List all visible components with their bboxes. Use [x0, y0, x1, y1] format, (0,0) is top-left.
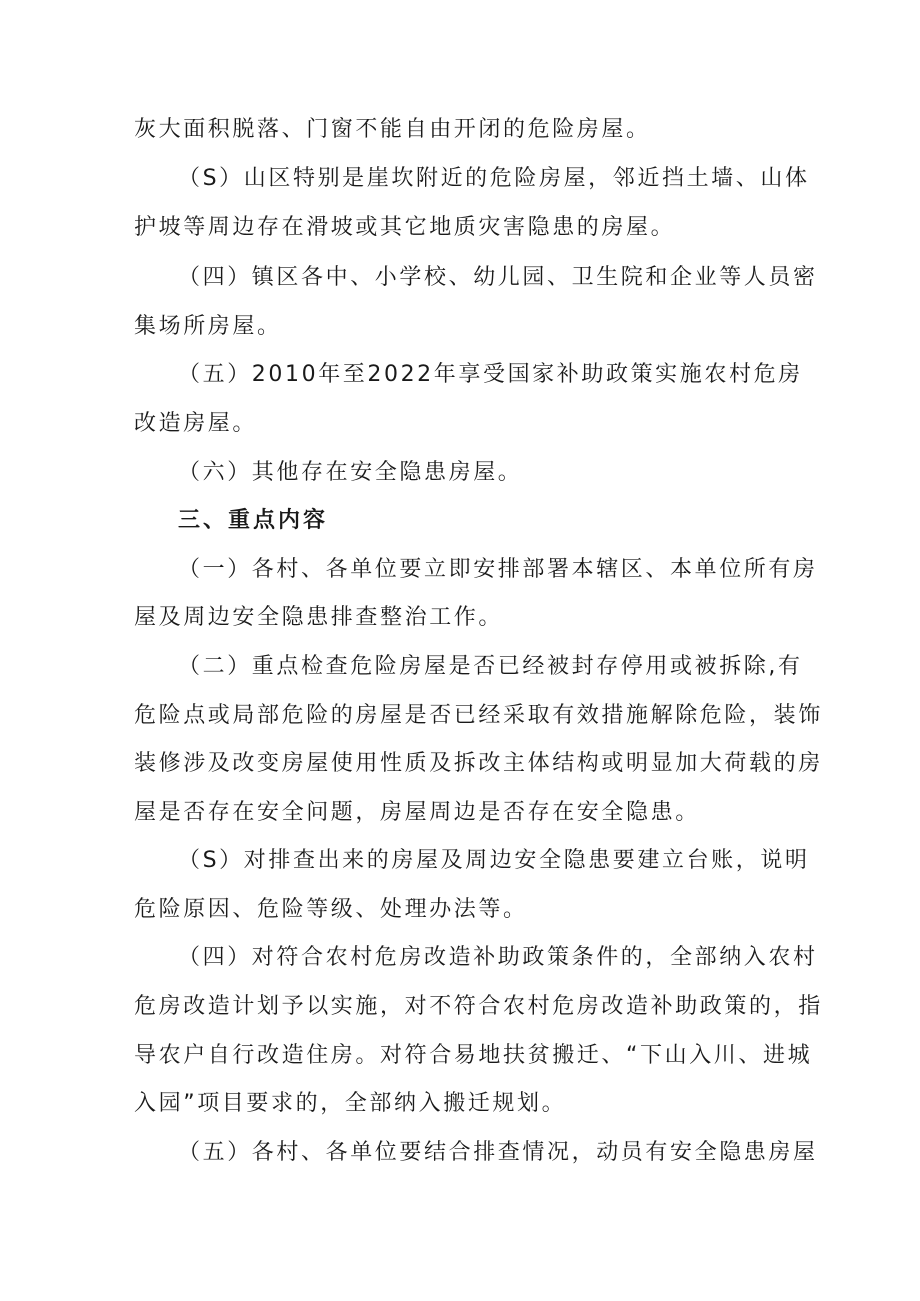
paragraph-line: 危险原因、危险等级、处理办法等。: [134, 897, 528, 922]
paragraph-line: 导农户自行改造住房。对符合易地扶贫搬迁、“下山入川、进城: [134, 1043, 813, 1068]
paragraph-line: （S）山区特别是崖坎附近的危险房屋，邻近挡土墙、山体: [178, 166, 810, 191]
paragraph-line: 集场所房屋。: [134, 314, 282, 339]
paragraph-line: 改造房屋。: [134, 411, 258, 436]
paragraph-line: 装修涉及改变房屋使用性质及拆改主体结构或明显加大荷载的房: [134, 751, 823, 776]
paragraph-line: 屋及周边安全隐患排查整治工作。: [134, 605, 504, 630]
paragraph-line: （四）镇区各中、小学校、幼儿园、卫生院和企业等人员密: [178, 265, 818, 290]
paragraph-line: 入园”项目要求的，全部纳入搬迁规划。: [134, 1091, 567, 1116]
paragraph-line: 危险点或局部危险的房屋是否已经采取有效措施解除危险，装饰: [134, 703, 823, 728]
section-heading: 三、重点内容: [178, 508, 329, 533]
paragraph-line: 屋是否存在安全问题，房屋周边是否存在安全隐患。: [134, 800, 700, 825]
paragraph-line: （一）各村、各单位要立即安排部署本辖区、本单位所有房: [178, 557, 818, 582]
paragraph-line: （四）对符合农村危房改造补助政策条件的，全部纳入农村: [178, 945, 818, 970]
paragraph-line: 危房改造计划予以实施，对不符合农村危房改造补助政策的，指: [134, 994, 823, 1019]
paragraph-line: （五）2010年至2022年享受国家补助政策实施农村危房: [178, 362, 803, 387]
paragraph-line: （S）对排查出来的房屋及周边安全隐患要建立台账，说明: [178, 848, 810, 873]
paragraph-line: 灰大面积脱落、门窗不能自由开闭的危险房屋。: [134, 117, 651, 142]
paragraph-line: 护坡等周边存在滑坡或其它地质灾害隐患的房屋。: [134, 215, 676, 240]
paragraph-line: （五）各村、各单位要结合排查情况，动员有安全隐患房屋: [178, 1140, 818, 1165]
paragraph-line: （二）重点检查危险房屋是否已经被封存停用或被拆除,有: [178, 654, 803, 679]
paragraph-line: （六）其他存在安全隐患房屋。: [178, 460, 523, 485]
